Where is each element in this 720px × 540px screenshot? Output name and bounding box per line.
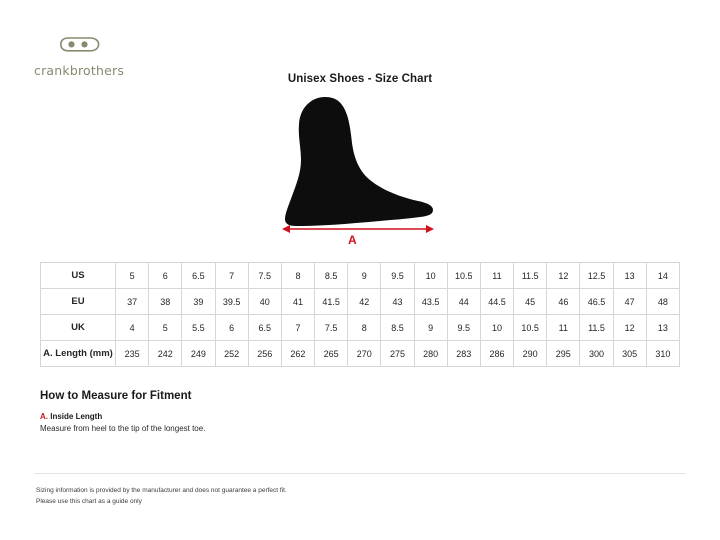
cell: 43 (381, 289, 414, 315)
cell: 286 (480, 341, 513, 367)
cell: 6 (215, 315, 248, 341)
cell: 9 (414, 315, 447, 341)
brand-name: crankbrothers (34, 63, 125, 78)
cell: 7 (281, 315, 314, 341)
cell: 275 (381, 341, 414, 367)
cell: 262 (281, 341, 314, 367)
footnote (36, 486, 287, 507)
table-row (41, 263, 680, 289)
cell: 5 (149, 315, 182, 341)
cell: 11 (547, 315, 580, 341)
cell: 38 (149, 289, 182, 315)
cell: 7.5 (248, 263, 281, 289)
cell: 242 (149, 341, 182, 367)
cell: 46.5 (580, 289, 613, 315)
cell: 10.5 (514, 315, 547, 341)
row-header-us: US (41, 263, 116, 289)
cell: 7 (215, 263, 248, 289)
cell: 249 (182, 341, 215, 367)
cell: 283 (447, 341, 480, 367)
row-header-uk: UK (41, 315, 116, 341)
cell: 43.5 (414, 289, 447, 315)
size-chart-table (40, 262, 680, 367)
cell: 11 (480, 263, 513, 289)
cell: 300 (580, 341, 613, 367)
cell: 8 (281, 263, 314, 289)
cell: 290 (514, 341, 547, 367)
cell: 4 (116, 315, 149, 341)
cell: 10.5 (447, 263, 480, 289)
cell: 44 (447, 289, 480, 315)
cell: 42 (348, 289, 381, 315)
howto-item-letter: A. (40, 412, 48, 421)
howto-item-name: Inside Length (50, 412, 103, 421)
cell: 11.5 (580, 315, 613, 341)
table-row (41, 289, 680, 315)
measure-label-a: A (348, 233, 357, 247)
cell: 9.5 (447, 315, 480, 341)
cell: 7.5 (315, 315, 348, 341)
footer-divider (34, 473, 686, 474)
cell: 41.5 (315, 289, 348, 315)
cell: 6.5 (182, 263, 215, 289)
crankbrothers-logo-icon (60, 34, 100, 56)
cell: 5.5 (182, 315, 215, 341)
cell: 252 (215, 341, 248, 367)
cell: 9 (348, 263, 381, 289)
cell: 305 (613, 341, 646, 367)
row-header-length: A. Length (mm) (41, 341, 116, 367)
cell: 13 (646, 315, 679, 341)
footnote-line-1: Sizing information is provided by the manufacturer and does not guarantee a perfect fit. (36, 487, 287, 494)
cell: 10 (414, 263, 447, 289)
cell: 45 (514, 289, 547, 315)
cell: 8 (348, 315, 381, 341)
cell: 41 (281, 289, 314, 315)
double-headed-arrow-icon (282, 222, 434, 236)
row-header-eu: EU (41, 289, 116, 315)
cell: 37 (116, 289, 149, 315)
cell: 9.5 (381, 263, 414, 289)
table-row (41, 315, 680, 341)
cell: 40 (248, 289, 281, 315)
cell: 5 (116, 263, 149, 289)
length-measure-arrow (282, 222, 434, 236)
cell: 6.5 (248, 315, 281, 341)
cell: 256 (248, 341, 281, 367)
cell: 14 (646, 263, 679, 289)
brand-logo (34, 34, 204, 78)
cell: 6 (149, 263, 182, 289)
cell: 270 (348, 341, 381, 367)
cell: 39 (182, 289, 215, 315)
cell: 265 (315, 341, 348, 367)
page-title: Unisex Shoes - Size Chart (287, 73, 433, 85)
cell: 8.5 (315, 263, 348, 289)
cell: 235 (116, 341, 149, 367)
cell: 280 (414, 341, 447, 367)
footnote-line-2: Please use this chart as a guide only (36, 497, 142, 505)
cell: 48 (646, 289, 679, 315)
cell: 310 (646, 341, 679, 367)
howto-item-label (40, 412, 102, 421)
cell: 10 (480, 315, 513, 341)
cell: 11.5 (514, 263, 547, 289)
cell: 13 (613, 263, 646, 289)
table-row (41, 341, 680, 367)
cell: 295 (547, 341, 580, 367)
cell: 46 (547, 289, 580, 315)
cell: 47 (613, 289, 646, 315)
cell: 44.5 (480, 289, 513, 315)
howto-title: How to Measure for Fitment (40, 390, 192, 402)
cell: 39.5 (215, 289, 248, 315)
cell: 8.5 (381, 315, 414, 341)
cell: 12 (613, 315, 646, 341)
howto-item-description: Measure from heel to the tip of the longest toe. (40, 424, 206, 433)
cell: 12 (547, 263, 580, 289)
cell: 12.5 (580, 263, 613, 289)
